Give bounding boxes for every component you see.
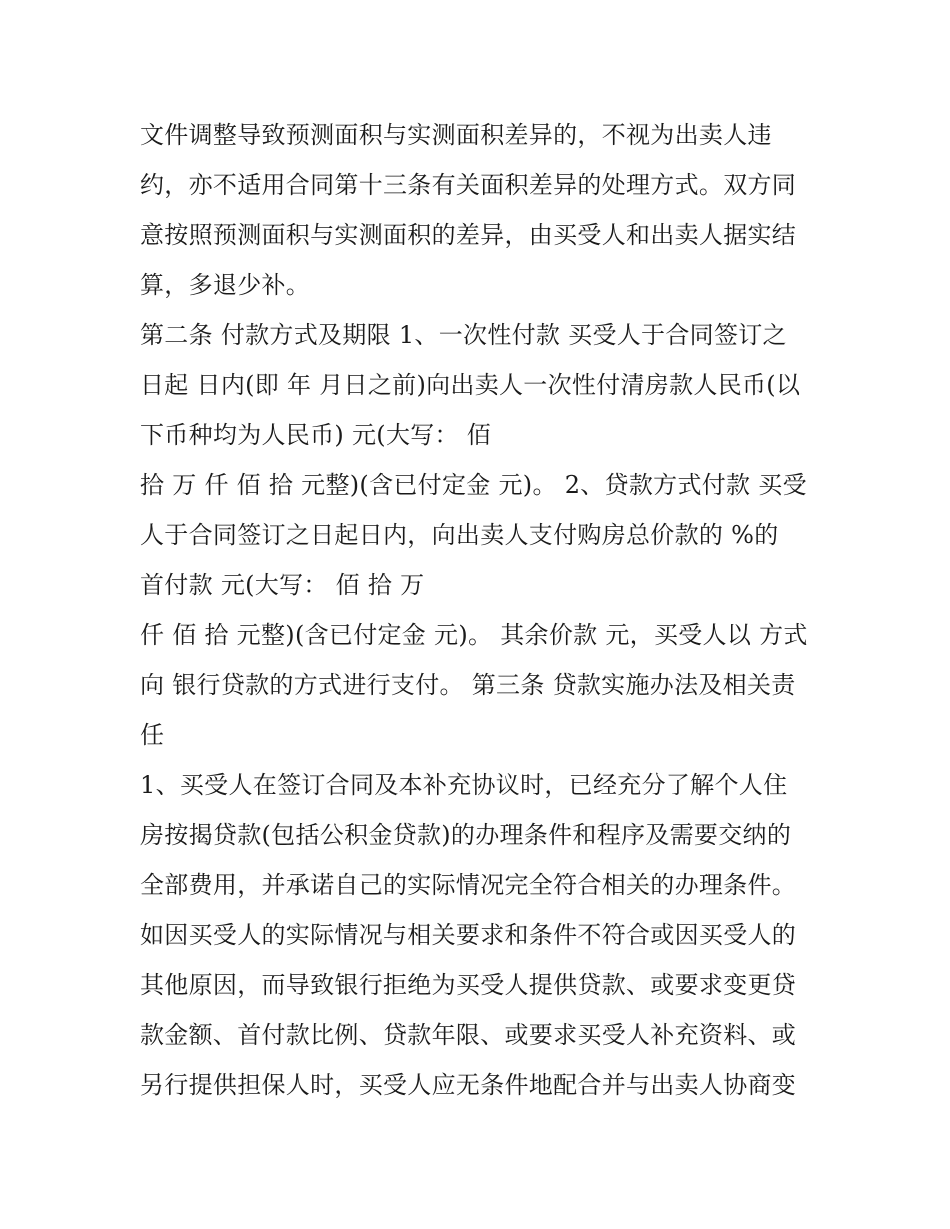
text-line: 全部费用，并承诺自己的实际情况完全符合相关的办理条件。 — [140, 871, 797, 899]
text-line: 首付款 元(大写： 佰 拾 万 — [140, 571, 425, 599]
text-line: 人于合同签订之日起日内，向出卖人支付购房总价款的 %的 — [140, 521, 779, 549]
text-line: 1、买受人在签订合同及本补充协议时，已经充分了解个人住 — [140, 771, 788, 799]
text-line: 算，多退少补。 — [140, 271, 311, 299]
text-line: 第二条 付款方式及期限 1、一次性付款 买受人于合同签订之 — [140, 321, 787, 349]
text-line: 约，亦不适用合同第十三条有关面积差异的处理方式。双方同 — [140, 171, 797, 199]
text-line: 意按照预测面积与实测面积的差异，由买受人和出卖人据实结 — [140, 221, 797, 249]
text-line: 房按揭贷款(包括公积金贷款)的办理条件和程序及需要交纳的 — [140, 821, 792, 849]
text-line: 下币种均为人民币) 元(大写： 佰 — [140, 421, 492, 449]
text-line: 其他原因，而导致银行拒绝为买受人提供贷款、或要求变更贷 — [140, 971, 797, 999]
text-line: 仟 佰 拾 元整)(含已付定金 元)。 其余价款 元，买受人以 方式 — [140, 621, 808, 649]
text-line: 拾 万 仟 佰 拾 元整)(含已付定金 元)。 2、贷款方式付款 买受 — [140, 471, 807, 499]
text-line: 日起 日内(即 年 月日之前)向出卖人一次性付清房款人民币(以 — [140, 371, 801, 399]
text-line: 如因买受人的实际情况与相关要求和条件不符合或因买受人的 — [140, 921, 797, 949]
text-line: 文件调整导致预测面积与实测面积差异的，不视为出卖人违 — [140, 121, 772, 149]
text-line: 任 — [140, 721, 165, 749]
text-line: 向 银行贷款的方式进行支付。 第三条 贷款实施办法及相关责 — [140, 671, 796, 699]
document-body — [140, 110, 820, 1110]
text-line: 另行提供担保人时，买受人应无条件地配合并与出卖人协商变 — [140, 1071, 797, 1099]
text-line: 款金额、首付款比例、贷款年限、或要求买受人补充资料、或 — [140, 1021, 797, 1049]
